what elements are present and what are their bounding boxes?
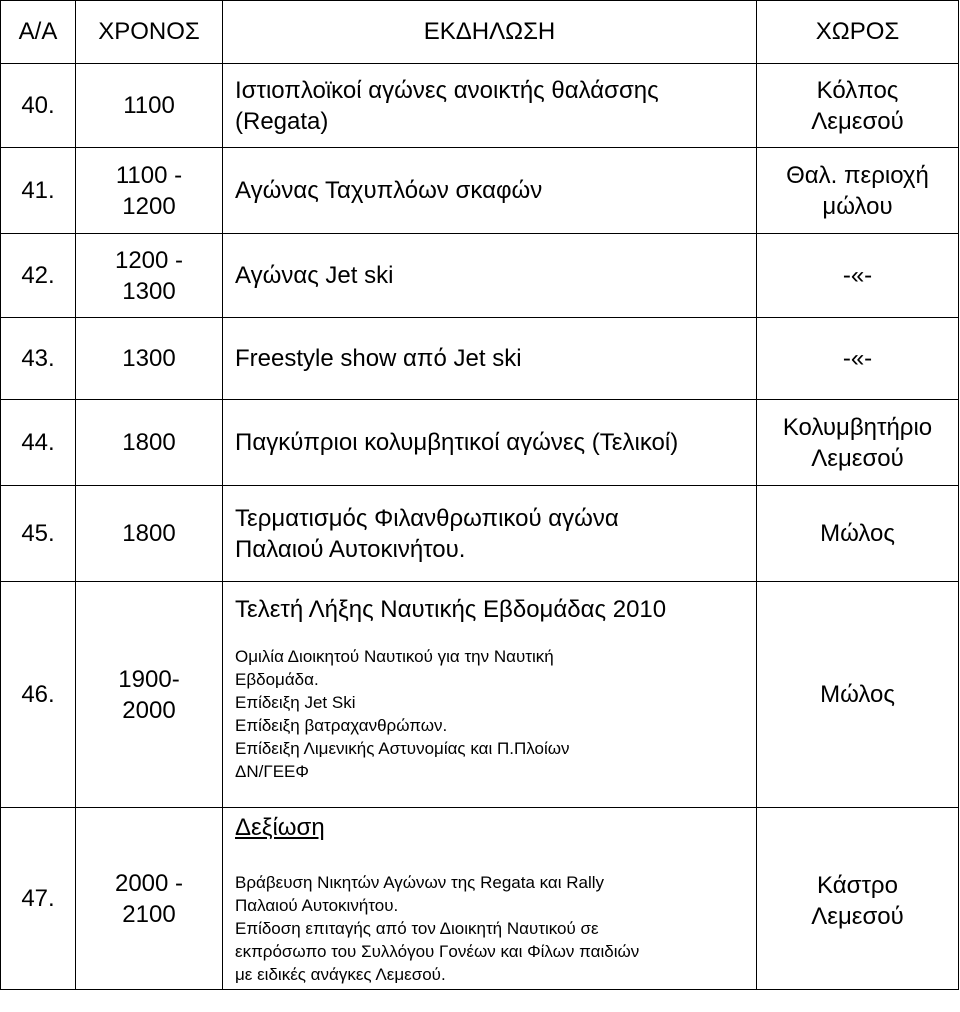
table-row — [1, 234, 959, 318]
row-event: Αγώνας Jet ski — [223, 234, 757, 318]
table-row — [1, 64, 959, 148]
row-place: Θαλ. περιοχή μώλου — [757, 148, 959, 234]
row-place: Μώλος — [757, 582, 959, 808]
row-time: 1800 — [76, 400, 223, 486]
row-number: 40. — [1, 64, 76, 148]
row-number: 42. — [1, 234, 76, 318]
table-row — [1, 582, 959, 808]
row-time: 1900- 2000 — [76, 582, 223, 808]
row-event: Ιστιοπλοϊκοί αγώνες ανοικτής θαλάσσης (Regata) — [223, 64, 757, 148]
row-number: 43. — [1, 318, 76, 400]
row-event: Freestyle show από Jet ski — [223, 318, 757, 400]
row-number: 47. — [1, 808, 76, 990]
row-number: 41. — [1, 148, 76, 234]
row-place: Κόλπος Λεμεσού — [757, 64, 959, 148]
row-place: -«- — [757, 234, 959, 318]
header-place: ΧΩΡΟΣ — [757, 1, 959, 64]
row-event: Δεξίωση Βράβευση Νικητών Αγώνων της Regata και Rally Παλαιού Αυτοκινήτου. Επίδοση επιταγής από τον Διοικητή Ναυτικού σε εκπρόσωπο του Συλλόγου Γονέων και Φίλων παιδιών με ειδικές ανάγκες Λεμεσού. — [223, 808, 757, 990]
row-event: Αγώνας Ταχυπλόων σκαφών — [223, 148, 757, 234]
header-row — [1, 1, 959, 64]
header-aa: Α/Α — [1, 1, 76, 64]
header-event: ΕΚΔΗΛΩΣΗ — [223, 1, 757, 64]
row-place: Μώλος — [757, 486, 959, 582]
row-event: Τερματισμός Φιλανθρωπικού αγώνα Παλαιού Αυτοκινήτου. — [223, 486, 757, 582]
row-number: 45. — [1, 486, 76, 582]
row-place: Κολυμβητήριο Λεμεσού — [757, 400, 959, 486]
event-title: Τελετή Λήξης Ναυτικής Εβδομάδας 2010 — [235, 596, 667, 623]
row-number: 46. — [1, 582, 76, 808]
row-time: 2000 - 2100 — [76, 808, 223, 990]
row-place: -«- — [757, 318, 959, 400]
row-time: 1100 — [76, 64, 223, 148]
row-time: 1800 — [76, 486, 223, 582]
table-row — [1, 148, 959, 234]
table-row — [1, 808, 959, 990]
row-time: 1300 — [76, 318, 223, 400]
table-row — [1, 400, 959, 486]
row-event: Παγκύπριοι κολυμβητικοί αγώνες (Τελικοί) — [223, 400, 757, 486]
table-row — [1, 318, 959, 400]
row-time: 1100 - 1200 — [76, 148, 223, 234]
table-row — [1, 486, 959, 582]
row-time: 1200 - 1300 — [76, 234, 223, 318]
header-time: ΧΡΟΝΟΣ — [76, 1, 223, 64]
row-number: 44. — [1, 400, 76, 486]
event-title: Δεξίωση — [235, 814, 325, 841]
row-place: Κάστρο Λεμεσού — [757, 808, 959, 990]
row-event: Τελετή Λήξης Ναυτικής Εβδομάδας 2010 Ομιλία Διοικητού Ναυτικού για την Ναυτική Εβδομάδα. Επίδειξη Jet Ski Επίδειξη βατραχανθρώπων. Επίδειξη Λιμενικής Αστυνομίας και Π.Πλοίων ΔΝ/ΓΕΕΦ — [223, 582, 757, 808]
